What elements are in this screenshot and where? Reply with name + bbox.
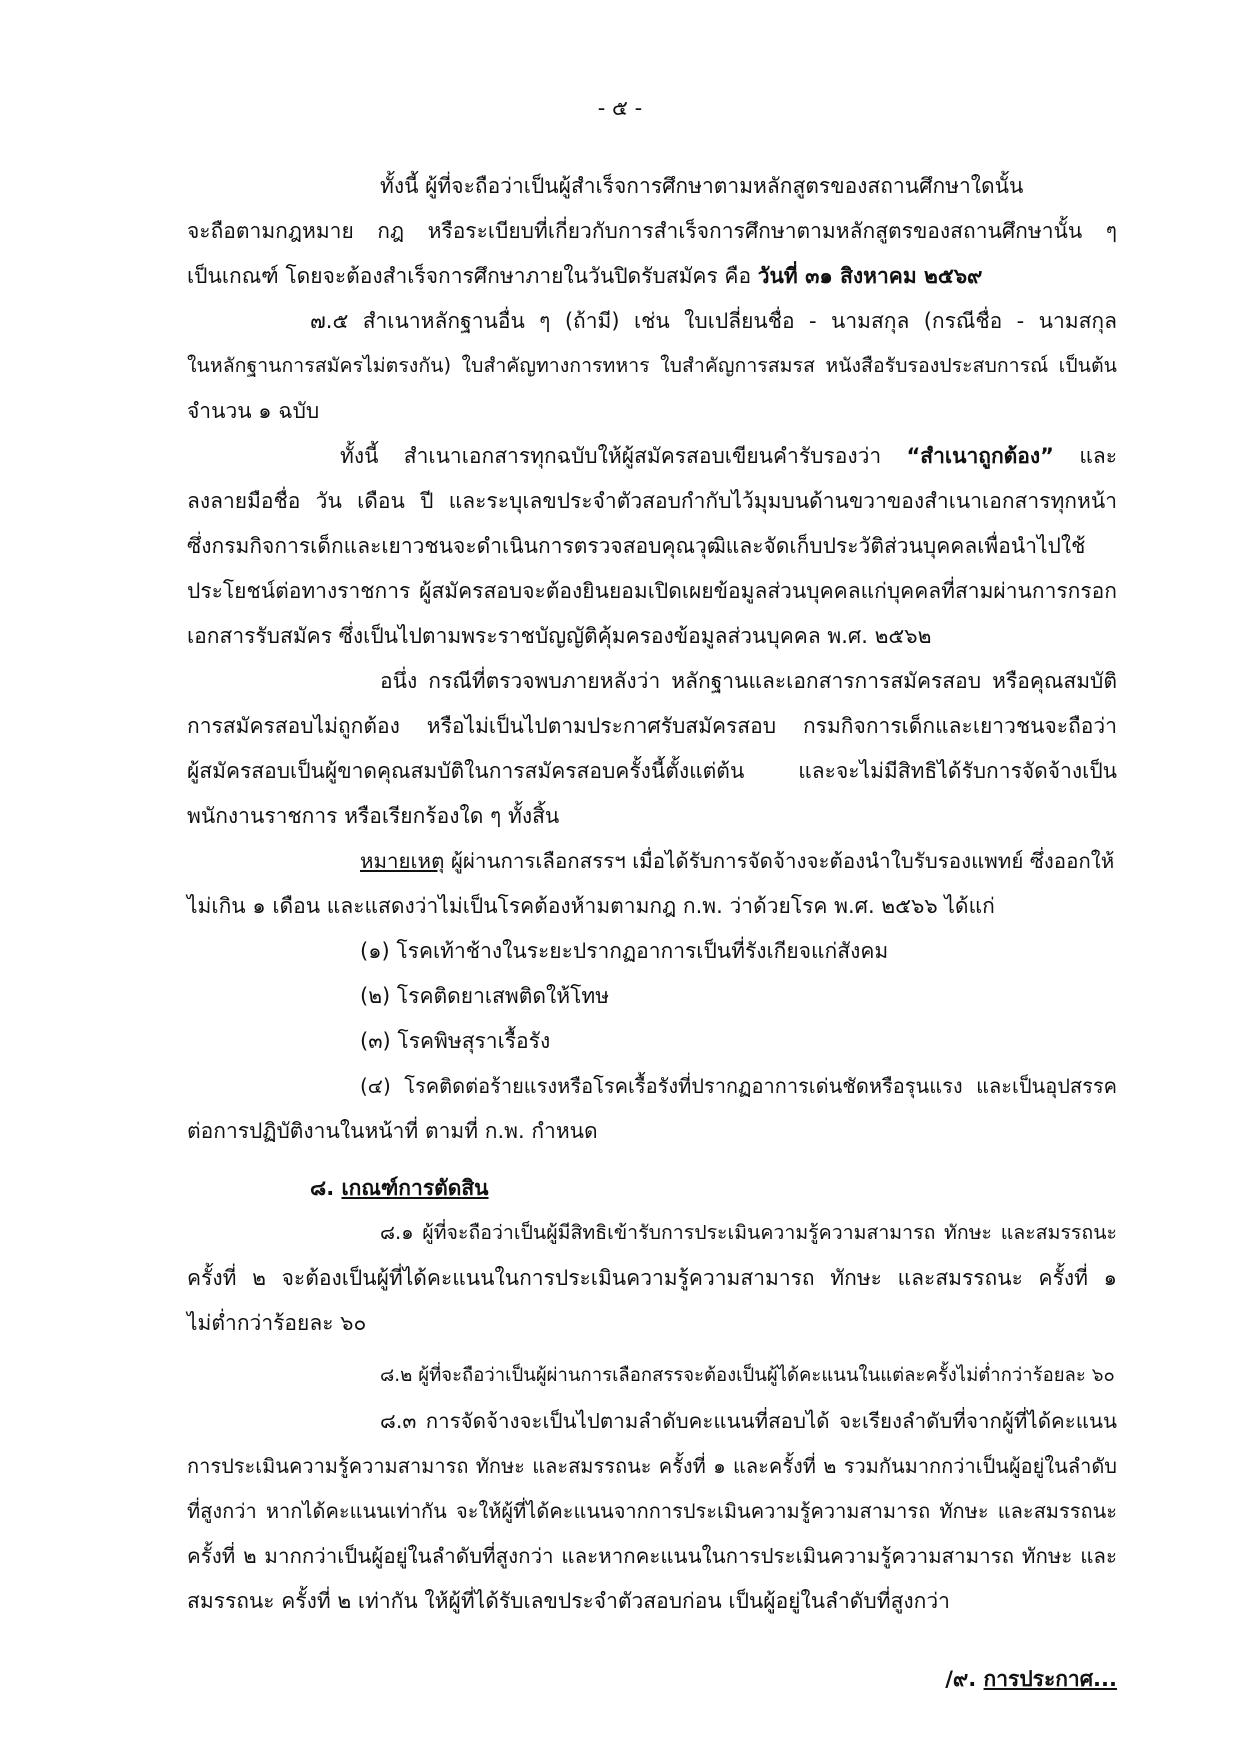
p3-line-4: ประโยชน์ต่อทางราชการ ผู้สมัครสอบจะต้องยินยอมเปิดเผยข้อมูลส่วนบุคคลแก่บุคคลที่สามผ่านการกรอก: [187, 579, 1117, 603]
item-8-1-line-1: ๘.๑ ผู้ที่จะถือว่าเป็นผู้มีสิทธิเข้ารับการประเมินความรู้ความสามารถ ทักษะ และสมรรถนะ: [380, 1221, 1117, 1244]
item-8-3-line-2: การประเมินความรู้ความสามารถ ทักษะ และสมรรถนะ ครั้งที่ ๑ และครั้งที่ ๒ รวมกันมากกว่าเป็นผู้อยู่ในลำดับ: [187, 1454, 1117, 1478]
disease-item-3: (๓) โรคพิษสุราเรื้อรัง: [360, 1029, 551, 1053]
item-7-5-line-1: ๗.๕ สำเนาหลักฐานอื่น ๆ (ถ้ามี) เช่น ใบเปลี่ยนชื่อ - นามสกุล (กรณีชื่อ - นามสกุล: [310, 309, 1117, 333]
footer-prefix: /๙.: [945, 1667, 984, 1691]
p3-line-1-tail: และ: [1053, 444, 1117, 468]
item-8-3-line-4: ครั้งที่ ๒ มากกว่าเป็นผู้อยู่ในลำดับที่สูงกว่า และหากคะแนนในการประเมินความรู้ความสามารถ ทักษะ และ: [187, 1544, 1117, 1568]
p3-line-1-text: ทั้งนี้ สำเนาเอกสารทุกฉบับให้ผู้สมัครสอบเขียนคำรับรองว่า: [340, 444, 907, 468]
p3-line-2: ลงลายมือชื่อ วัน เดือน ปี และระบุเลขประจำตัวสอบกำกับไว้มุมบนด้านขวาของสำเนาเอกสารทุกหน้า: [187, 489, 1117, 513]
next-page-link: การประกาศ...: [983, 1667, 1117, 1691]
closing-date: วันที่ ๓๑ สิงหาคม ๒๕๖๙: [757, 264, 983, 288]
section-8-number: ๘.: [310, 1176, 342, 1200]
p4-line-1: อนึ่ง กรณีที่ตรวจพบภายหลังว่า หลักฐานและเอกสารการสมัครสอบ หรือคุณสมบัติ: [380, 669, 1117, 693]
certified-copy-phrase: “สำเนาถูกต้อง”: [906, 444, 1054, 468]
disease-item-4-cont: ต่อการปฏิบัติงานในหน้าที่ ตามที่ ก.พ. กำหนด: [187, 1119, 598, 1143]
p3-line-3: ซึ่งกรมกิจการเด็กและเยาวชนจะดำเนินการตรวจสอบคุณวุฒิและจัดเก็บประวัติส่วนบุคคลเพื่อนำไปใช้: [187, 534, 1086, 558]
item-8-3-line-5: สมรรถนะ ครั้งที่ ๒ เท่ากัน ให้ผู้ที่ได้รับเลขประจำตัวสอบก่อน เป็นผู้อยู่ในลำดับที่สูงกว่า: [187, 1589, 950, 1613]
disease-item-2: (๒) โรคติดยาเสพติดให้โทษ: [360, 984, 610, 1008]
p1-line-3-text: เป็นเกณฑ์ โดยจะต้องสำเร็จการศึกษาภายในวันปิดรับสมัคร คือ: [187, 264, 758, 288]
item-7-5-line-2: ในหลักฐานการสมัครไม่ตรงกัน) ใบสำคัญทางการทหาร ใบสำคัญการสมรส หนังสือรับรองประสบการณ์ เป็นต้น: [187, 354, 1117, 377]
item-8-3-line-3: ที่สูงกว่า หากได้คะแนนเท่ากัน จะให้ผู้ที่ได้คะแนนจากการประเมินความรู้ความสามารถ ทักษะ และสมรรถนะ: [187, 1499, 1117, 1523]
p1-line-3: [187, 260, 1117, 292]
p4-line-4: พนักงานราชการ หรือเรียกร้องใด ๆ ทั้งสิ้น: [187, 804, 560, 828]
section-8-title: เกณฑ์การตัดสิน: [341, 1176, 489, 1200]
note-label: หมายเหตุ: [360, 849, 445, 873]
note-line-2: ไม่เกิน ๑ เดือน และแสดงว่าไม่เป็นโรคต้องห้ามตามกฎ ก.พ. ว่าด้วยโรค พ.ศ. ๒๕๖๖ ได้แก่: [187, 894, 995, 918]
disease-item-1: (๑) โรคเท้าช้างในระยะปรากฏอาการเป็นที่รังเกียจแก่สังคม: [360, 939, 889, 963]
item-7-5-line-3: จำนวน ๑ ฉบับ: [187, 399, 320, 423]
section-8-heading: [310, 1172, 1117, 1204]
item-8-1-line-3: ไม่ต่ำกว่าร้อยละ ๖๐: [187, 1311, 367, 1335]
p4-line-2: การสมัครสอบไม่ถูกต้อง หรือไม่เป็นไปตามประกาศรับสมัครสอบ กรมกิจการเด็กและเยาวชนจะถือว่า: [187, 714, 1117, 738]
continuation-footer: [850, 1663, 1117, 1695]
note-line-1-text: ผู้ผ่านการเลือกสรรฯ เมื่อได้รับการจัดจ้างจะต้องนำใบรับรองแพทย์ ซึ่งออกให้: [444, 849, 1115, 873]
p3-line-5: เอกสารรับสมัคร ซึ่งเป็นไปตามพระราชบัญญัติคุ้มครองข้อมูลส่วนบุคคล พ.ศ. ๒๕๖๒: [187, 624, 932, 648]
p1-line-2: จะถือตามกฎหมาย กฎ หรือระเบียบที่เกี่ยวกับการสำเร็จการศึกษาตามหลักสูตรของสถานศึกษานั้น ๆ: [187, 219, 1117, 243]
item-8-1-line-2: ครั้งที่ ๒ จะต้องเป็นผู้ที่ได้คะแนนในการประเมินความรู้ความสามารถ ทักษะ และสมรรถนะ ครั้งที่ ๑: [187, 1266, 1117, 1290]
p3-line-1: [340, 440, 1117, 472]
item-8-3-line-1: ๘.๓ การจัดจ้างจะเป็นไปตามลำดับคะแนนที่สอบได้ จะเรียงลำดับที่จากผู้ที่ได้คะแนน: [380, 1409, 1117, 1433]
page-number: - ๕ -: [597, 96, 643, 120]
p4-line-3: ผู้สมัครสอบเป็นผู้ขาดคุณสมบัติในการสมัครสอบครั้งนี้ตั้งแต่ต้น และจะไม่มีสิทธิได้รับการจัดจ้างเป็น: [187, 759, 1117, 783]
item-8-2: ๘.๒ ผู้ที่จะถือว่าเป็นผู้ผ่านการเลือกสรรจะต้องเป็นผู้ได้คะแนนในแต่ละครั้งไม่ต่ำกว่าร้อยละ ๖๐: [380, 1365, 1115, 1386]
note-line-1: [360, 845, 1117, 877]
disease-item-4: (๔) โรคติดต่อร้ายแรงหรือโรคเรื้อรังที่ปรากฏอาการเด่นชัดหรือรุนแรง และเป็นอุปสรรค: [360, 1074, 1117, 1098]
p1-line-1: ทั้งนี้ ผู้ที่จะถือว่าเป็นผู้สำเร็จการศึกษาตามหลักสูตรของสถานศึกษาใดนั้น: [380, 174, 1024, 198]
